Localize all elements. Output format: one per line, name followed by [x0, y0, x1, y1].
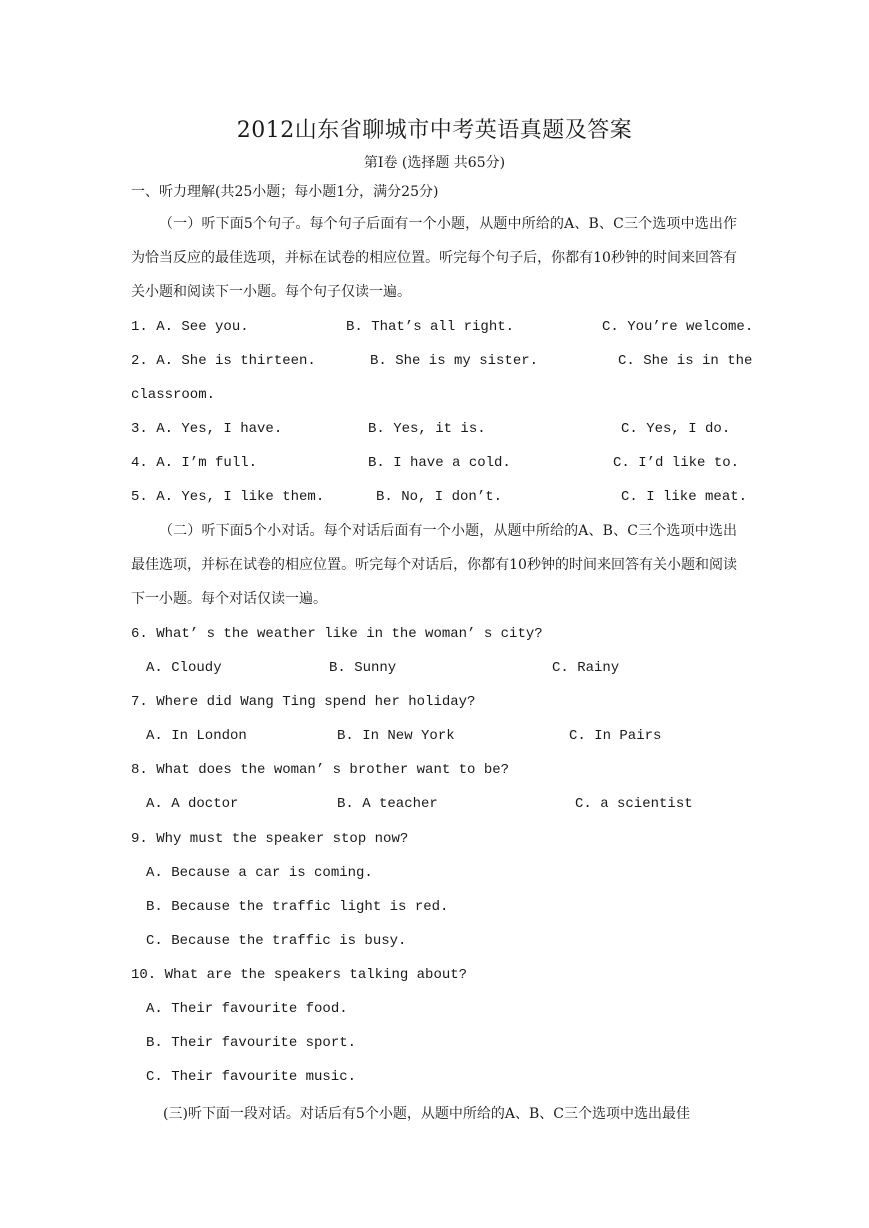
q6-question: 6. What’ s the weather like in the woman’ s city? — [131, 626, 543, 642]
q9-question: 9. Why must the speaker stop now? — [131, 831, 409, 847]
q4-option-c: C. I’d like to. — [613, 455, 740, 471]
q4-option-b: B. I have a cold. — [368, 455, 511, 471]
q4-option-a: 4. A. I’m full. — [131, 455, 258, 471]
q6-option-a: A. Cloudy — [146, 660, 222, 676]
q3-option-b: B. Yes, it is. — [368, 421, 486, 437]
paper-subtitle: 第Ⅰ卷 (选择题 共65分) — [363, 155, 506, 171]
q2-option-c: C. She is in the — [618, 353, 753, 369]
q5-option-c: C. I like meat. — [621, 489, 748, 505]
q3-option-c: C. Yes, I do. — [621, 421, 731, 437]
q5-option-a: 5. A. Yes, I like them. — [131, 489, 325, 505]
q10-option-b: B. Their favourite sport. — [146, 1035, 357, 1051]
q2-option-a: 2. A. She is thirteen. — [131, 353, 316, 369]
q8-question: 8. What does the woman’ s brother want to be? — [131, 762, 510, 778]
part2-instructions: （二）听下面5个小对话。每个对话后面有一个小题，从题中所给的A、B、C三个选项中选出最佳选项，并标在试卷的相应位置。听完每个对话后，你都有10秒钟的时间来回答有关小题和阅读下一小题。每个对话仅读一遍。 — [131, 523, 737, 607]
q6-option-c: C. Rainy — [552, 660, 620, 676]
q8-option-a: A. A doctor — [146, 796, 239, 812]
q1-option-b: B. That’s all right. — [346, 319, 515, 335]
q2-option-b: B. She is my sister. — [370, 353, 539, 369]
q3-option-a: 3. A. Yes, I have. — [131, 421, 283, 437]
page-title: 2012山东省聊城市中考英语真题及答案 — [236, 118, 633, 143]
q7-option-a: A. In London — [146, 728, 247, 744]
q9-option-b: B. Because the traffic light is red. — [146, 899, 449, 915]
q6-option-b: B. Sunny — [329, 660, 397, 676]
q9-option-c: C. Because the traffic is busy. — [146, 933, 407, 949]
q10-option-c: C. Their favourite music. — [146, 1069, 357, 1085]
q1-option-c: C. You’re welcome. — [602, 319, 754, 335]
q7-option-c: C. In Pairs — [569, 728, 662, 744]
part1-instructions: （一）听下面5个句子。每个句子后面有一个小题，从题中所给的A、B、C三个选项中选出作为恰当反应的最佳选项，并标在试卷的相应位置。听完每个句子后，你都有10秒钟的时间来回答有关小题和阅读下一小题。每个句子仅读一遍。 — [131, 216, 737, 300]
q8-option-c: C. a scientist — [575, 796, 693, 812]
q7-option-b: B. In New York — [337, 728, 455, 744]
section-heading: 一、听力理解(共25小题；每小题1分，满分25分) — [131, 184, 439, 200]
q1-option-a: 1. A. See you. — [131, 319, 249, 335]
q9-option-a: A. Because a car is coming. — [146, 865, 373, 881]
q5-option-b: B. No, I don’t. — [376, 489, 503, 505]
part3-instructions: (三)听下面一段对话。对话后有5个小题，从题中所给的A、B、C三个选项中选出最佳 — [163, 1106, 690, 1122]
q8-option-b: B. A teacher — [337, 796, 438, 812]
q10-question: 10. What are the speakers talking about? — [131, 967, 468, 983]
q10-option-a: A. Their favourite food. — [146, 1001, 348, 1017]
q2-option-c-continued: classroom. — [131, 387, 216, 403]
q7-question: 7. Where did Wang Ting spend her holiday? — [131, 694, 476, 710]
